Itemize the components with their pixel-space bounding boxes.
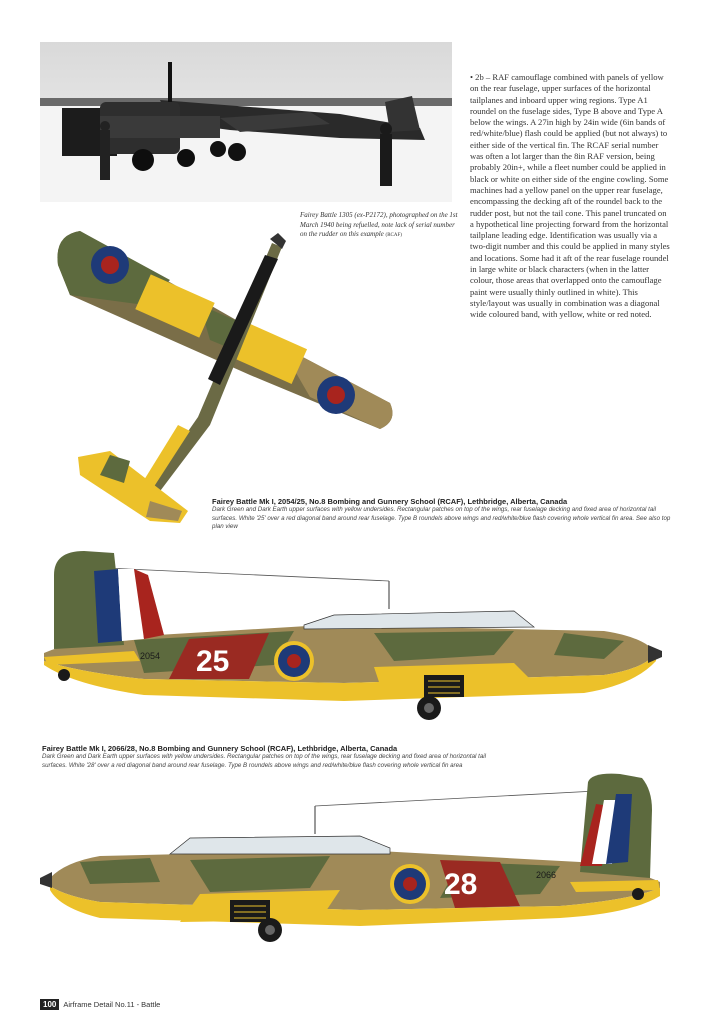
profile1-description: Dark Green and Dark Earth upper surfaces with yellow undersides. Rectangular patches on top of the wings, rear fuselage decking and fixed area of horizontal tail surfaces. White '25' over a red diagonal band around rear fuselage. Type B roundels above wings and red/white/blue flash covering whole vertical fin area. See also top plan view — [212, 506, 671, 531]
photo-credit: (RCAF) — [385, 233, 402, 239]
profile2-title: Fairey Battle Mk I, 2066/28, No.8 Bombing and Gunnery School (RCAF), Lethbridge, Alberta, Canada — [42, 744, 398, 753]
profile2-serial: 2066 — [536, 870, 557, 880]
profile1-side-view — [44, 545, 664, 725]
body-text: • 2b – RAF camouflage combined with panels of yellow on the rear fuselage, upper surfaces of the horizontal tailplanes and inboard upper wing regions. Type A1 roundel on the fuselage sides, Type B above and Type A below the wings. A 27in high by 24in wide (6in bands of red/white/blue) flash could be applied (but not always) to either side of the vertical fin. The RCAF serial number was often a lot larger than the 8in RAF version, being probably 20in+, while a fleet number could be applied in black or white on either side of the engine cowling. Some machines had a yellow panel on the upper rear fuselage, encompassing the decking aft of the roundel back to the rudder post, but not the tail cone. This panel truncated on a hypothetical line projecting forward from the horizontal tailplane leading edge. Identification was usually via a two-digit number and this could be applied in many styles and locations. Some had it aft of the rear fuselage roundel in large white or black characters (when in the latter colour, those areas that overlapped onto the camouflage paint were usually thinly outlined in white). This style/layout was usually in combination was a diagonal wide coloured band, with yellow, white or red noted. — [470, 72, 670, 320]
profile1-caption — [212, 497, 682, 532]
footer-text: Airframe Detail No.11 - Battle — [63, 999, 161, 1009]
page-footer — [40, 996, 160, 1012]
page-number: 100 — [40, 999, 59, 1010]
profile1-title: Fairey Battle Mk I, 2054/25, No.8 Bombing and Gunnery School (RCAF), Lethbridge, Alberta, Canada — [212, 497, 568, 506]
profile2-description: Dark Green and Dark Earth upper surfaces with yellow undersides. Rectangular patches on top of the wings, rear fuselage decking and fixed area of horizontal tail surfaces. White '28' over a red diagonal band around rear fuselage. Type B roundels above wings and red/white/blue flash covering whole vertical fin area — [42, 753, 487, 769]
profile2-side-view — [40, 770, 665, 950]
profile1-serial: 2054 — [140, 651, 161, 661]
refuelling-photo — [40, 42, 452, 202]
profile2-caption — [42, 744, 512, 770]
profile2-code: 28 — [444, 868, 478, 901]
profile1-code: 25 — [196, 645, 230, 678]
photo-caption-text: Fairey Battle 1305 (ex-P2172), photographed on the 1st March 1940 being refuelled, note lack of serial number on the rudder on this example — [300, 211, 458, 239]
top-plan-view — [50, 225, 400, 535]
